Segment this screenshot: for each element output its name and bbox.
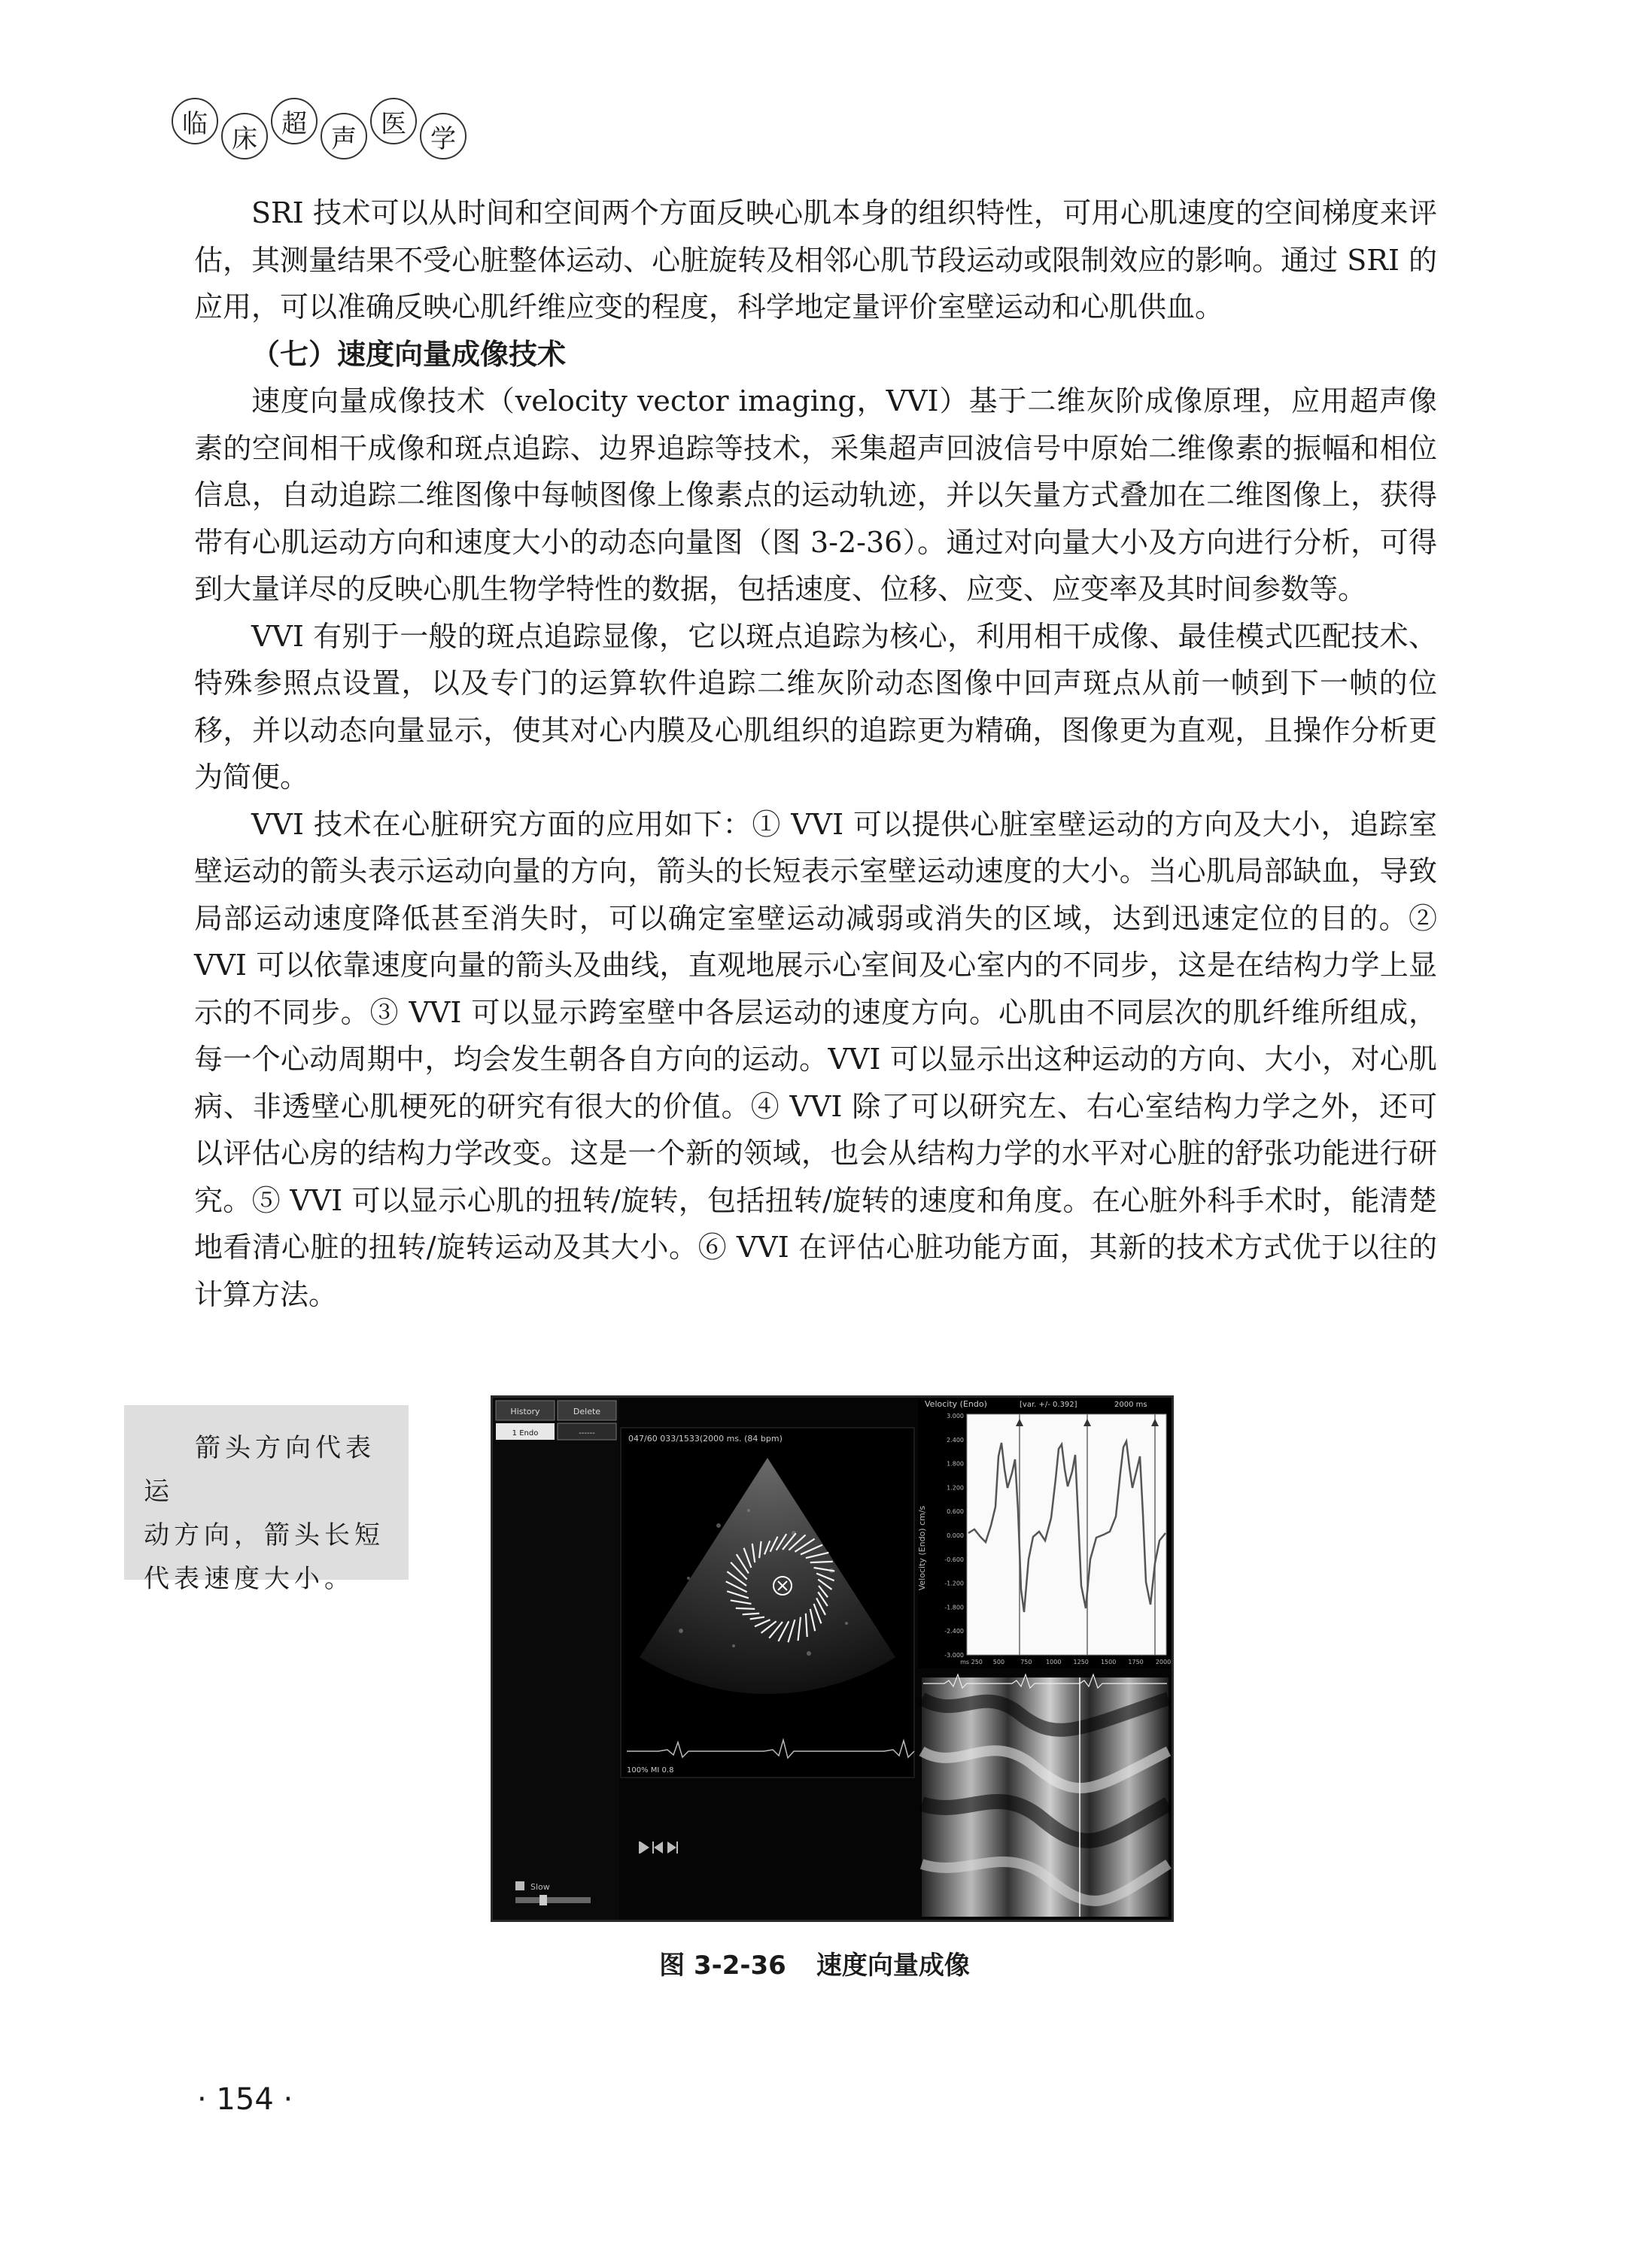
page-number: · 154 · — [197, 2082, 293, 2117]
x-tick-label: 500 — [992, 1659, 1005, 1665]
y-tick-label: 3.000 — [947, 1413, 964, 1419]
speed-slider[interactable] — [515, 1897, 591, 1903]
plot-var: [var. +/- 0.392] — [1020, 1401, 1077, 1409]
header-char: 临 — [172, 98, 218, 144]
playback-controls[interactable] — [639, 1841, 678, 1854]
section-heading: （七）速度向量成像技术 — [251, 337, 567, 371]
y-tick-label: -1.800 — [944, 1604, 964, 1611]
subtab-other-label: ------ — [579, 1429, 595, 1438]
x-tick-label: 1500 — [1100, 1659, 1117, 1665]
y-tick-label: -0.600 — [944, 1556, 964, 1563]
header-char: 医 — [370, 98, 417, 144]
x-tick-label: 1750 — [1128, 1659, 1144, 1665]
vvi-figure — [491, 1395, 1174, 1922]
velocity-plot-area — [967, 1414, 1166, 1655]
y-tick-label: 1.800 — [947, 1460, 964, 1468]
tab-delete-label: Delete — [573, 1407, 601, 1416]
side-note-line: 箭头方向代表运 — [144, 1433, 375, 1507]
y-tick-label: 1.200 — [947, 1484, 964, 1492]
y-tick-label: -3.000 — [944, 1652, 964, 1659]
slow-label: Slow — [530, 1882, 550, 1892]
figure-caption — [0, 1945, 1629, 1981]
frame-info: 047/60 033/1533(2000 ms. (84 bpm) — [628, 1434, 783, 1444]
tab-history-label: History — [510, 1407, 540, 1416]
paragraph: VVI 技术在心脏研究方面的应用如下：① VVI 可以提供心脏室壁运动的方向及大小，追踪室壁运动的箭头表示运动向量的方向，箭头的长短表示室壁运动速度的大小。当心肌局部缺血，导致局部运动速度降低甚至消失时，可以确定室壁运动减弱或消失的区域，达到迅速定位的目的。② VVI 可以依靠速度向量的箭头及曲线，直观地展示心室间及心室内的不同步，这是在结构力学上显示的不同步。③ VVI 可以显示跨室壁中各层运动的速度方向。心肌由不同层次的肌纤维所组成，每一个心动周期中，均会发生朝各自方向的运动。VVI 可以显示出这种运动的方向、大小，对心肌病、非透壁心肌梗死的研究有很大的价值。④ VVI 除了可以研究左、右心室结构力学之外，还可以评估心房的结构力学改变。这是一个新的领域，也会从结构力学的水平对心脏的舒张功能进行研究。⑤ VVI 可以显示心肌的扭转/旋转，包括扭转/旋转的速度和角度。在心脏外科手术时，能清楚地看清心脏的扭转/旋转运动及其大小。⑥ VVI 在评估心脏功能方面，其新的技术方式优于以往的计算方法。 — [194, 807, 1437, 1311]
x-tick-label: 1250 — [1073, 1659, 1089, 1665]
vvi-screenshot — [493, 1398, 1172, 1920]
x-tick-label: ms 250 — [960, 1659, 983, 1665]
x-tick-label: 750 — [1020, 1659, 1032, 1665]
figure-caption-number: 图 3-2-36 — [659, 1951, 786, 1981]
y-tick-label: 2.400 — [947, 1436, 964, 1444]
paragraph: 速度向量成像技术（velocity vector imaging，VVI）基于二维灰阶成像原理，应用超声像素的空间相干成像和斑点追踪、边界追踪等技术，采集超声回波信号中原始二维像素的振幅和相位信息，自动追踪二维图像中每帧图像上像素点的运动轨迹，并以矢量方式叠加在二维图像上，获得带有心肌运动方向和速度大小的动态向量图（图 3-2-36）。通过对向量大小及方向进行分析，可得到大量详尽的反映心肌生物学特性的数据，包括速度、位移、应变、应变率及其时间参数等。 — [194, 384, 1437, 606]
x-tick-label: 1000 — [1046, 1659, 1062, 1665]
speed-slider-handle[interactable] — [539, 1895, 547, 1905]
body-text — [194, 190, 1437, 1318]
paragraph: VVI 有别于一般的斑点追踪显像，它以斑点追踪为核心，利用相干成像、最佳模式匹配技术、特殊参照点设置，以及专门的运算软件追踪二维灰阶动态图像中回声斑点从前一帧到下一帧的位移，并以动态向量显示，使其对心内膜及心肌组织的追踪更为精确，图像更为直观，且操作分析更为简便。 — [194, 619, 1437, 794]
y-axis-label: Velocity (Endo) cm/s — [917, 1505, 927, 1591]
y-tick-label: 0.000 — [947, 1532, 964, 1539]
velocity-arrow — [743, 1614, 759, 1615]
header-char: 床 — [221, 113, 268, 159]
header-char: 学 — [420, 113, 467, 159]
y-tick-label: 0.600 — [947, 1508, 964, 1516]
side-note-rest: 动方向，箭头长短代表速度大小。 — [144, 1520, 384, 1594]
plot-title: Velocity (Endo) — [925, 1399, 987, 1409]
slow-checkbox[interactable] — [515, 1881, 524, 1890]
plot-time: 2000 ms — [1114, 1401, 1147, 1409]
y-tick-label: -2.400 — [944, 1628, 964, 1635]
x-tick-label: 2000 — [1155, 1659, 1172, 1665]
velocity-arrow — [736, 1608, 755, 1609]
paragraph: SRI 技术可以从时间和空间两个方面反映心肌本身的组织特性，可用心肌速度的空间梯度来评估，其测量结果不受心脏整体运动、心脏旋转及相邻心肌节段运动或限制效应的影响。通过 SRI 的应用，可以准确反映心肌纤维应变的程度，科学地定量评价室壁运动和心肌供血。 — [194, 196, 1437, 323]
header-char: 声 — [321, 113, 367, 159]
y-tick-label: -1.200 — [944, 1580, 964, 1587]
subtab-endo-label: 1 Endo — [512, 1429, 539, 1438]
image-footer: 100% MI 0.8 — [627, 1766, 674, 1775]
header-char: 超 — [271, 98, 318, 144]
running-header — [172, 98, 467, 159]
figure-caption-title: 速度向量成像 — [816, 1951, 970, 1981]
side-note — [124, 1405, 409, 1594]
